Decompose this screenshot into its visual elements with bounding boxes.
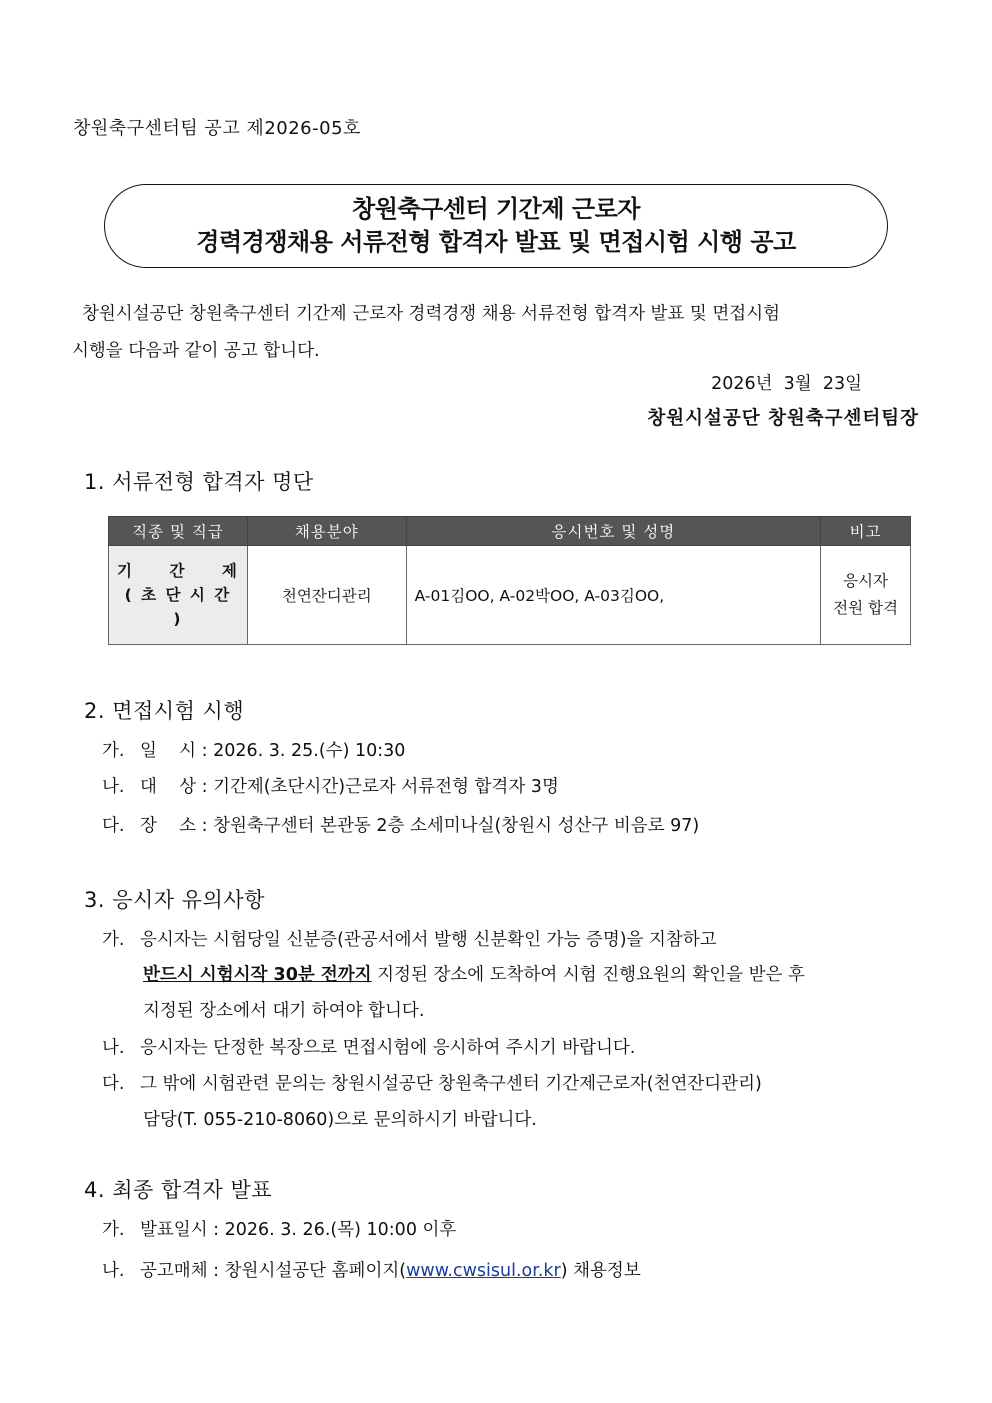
job-line-2: ( 초 단 시 간 ): [124, 586, 232, 628]
item-text: 발표일시 : 2026. 3. 26.(목) 10:00 이후: [140, 1220, 457, 1240]
item-text: 응시자는 단정한 복장으로 면접시험에 응시하여 주시기 바랍니다.: [140, 1038, 636, 1058]
caution-item-b: [102, 1034, 635, 1059]
job-char: 제: [221, 562, 239, 580]
emphasis-deadline: 반드시 시험시작 30분 전까지: [143, 965, 372, 985]
item-text: 응시자는 시험당일 신분증(관공서에서 발행 신분확인 가능 증명)을 지참하고: [140, 930, 717, 950]
caution-item-c-line-2: 담당(T. 055-210-8060)으로 문의하시기 바랍니다.: [143, 1110, 537, 1130]
interview-date-item: [102, 737, 405, 762]
caution-item-c: [102, 1070, 762, 1095]
item-mark: 나.: [102, 1261, 125, 1281]
title-line-2: 경력경쟁채용 서류전형 합격자 발표 및 면접시험 시행 공고: [196, 228, 796, 256]
job-char: 기: [117, 562, 134, 580]
job-char: 간: [169, 562, 187, 580]
intro-line-2: 시행을 다음과 같이 공고 합니다.: [72, 341, 320, 361]
interview-place-item: [102, 812, 699, 837]
item-text: 지정된 장소에 도착하여 시험 진행요원의 확인을 받은 후: [371, 965, 805, 985]
caution-item-a-line-2: [143, 961, 805, 986]
cell-job: [109, 546, 248, 645]
section-4-heading: 4. 최종 합격자 발표: [84, 1178, 273, 1202]
caution-item-a: [102, 926, 717, 951]
item-text: ) 채용정보: [560, 1261, 641, 1281]
cell-names: A-01김OO, A-02박OO, A-03김OO,: [406, 546, 820, 645]
item-mark: 다.: [102, 1074, 125, 1094]
item-mark: 다.: [102, 816, 125, 836]
item-text: 일 시 : 2026. 3. 25.(수) 10:30: [140, 741, 406, 761]
caution-item-a-line-3: 지정된 장소에서 대기 하여야 합니다.: [143, 1001, 425, 1021]
header-field: 채용분야: [247, 517, 406, 546]
item-text: 그 밖에 시험관련 문의는 창원시설공단 창원축구센터 기간제근로자(천연잔디관리): [140, 1074, 762, 1094]
notice-date: 2026년 3월 23일: [711, 374, 862, 394]
interview-target-item: [102, 773, 559, 798]
notice-number: 창원축구센터팀 공고 제2026-05호: [73, 118, 361, 139]
section-1-heading: 1. 서류전형 합격자 명단: [84, 470, 314, 494]
cell-note: [821, 546, 911, 645]
cell-field: 천연잔디관리: [247, 546, 406, 645]
homepage-link[interactable]: www.cwsisul.or.kr: [406, 1261, 561, 1281]
item-mark: 나.: [102, 1038, 125, 1058]
intro-paragraph: [72, 296, 912, 370]
item-text: 공고매체 : 창원시설공단 홈페이지(: [140, 1261, 407, 1281]
announce-date-item: [102, 1216, 456, 1241]
job-line-1: [117, 559, 239, 583]
item-text: 대 상 : 기간제(초단시간)근로자 서류전형 합격자 3명: [140, 777, 559, 797]
section-3-heading: 3. 응시자 유의사항: [84, 888, 265, 912]
header-job: 직종 및 직급: [109, 517, 248, 546]
title-box: [104, 184, 888, 268]
note-line-1: 응시자: [843, 572, 888, 590]
note-line-2: 전원 합격: [833, 599, 898, 617]
item-mark: 가.: [102, 1220, 125, 1240]
announce-media-item: [102, 1257, 641, 1282]
item-mark: 나.: [102, 777, 125, 797]
item-mark: 가.: [102, 741, 125, 761]
signature: 창원시설공단 창원축구센터팀장: [647, 408, 919, 429]
section-2-heading: 2. 면접시험 시행: [84, 699, 245, 723]
results-table: [108, 516, 911, 645]
title-line-1: 창원축구센터 기간제 근로자: [352, 195, 640, 223]
item-text: 장 소 : 창원축구센터 본관동 2층 소세미나실(창원시 성산구 비음로 97): [140, 816, 700, 836]
header-note: 비고: [821, 517, 911, 546]
intro-line-1: 창원시설공단 창원축구센터 기간제 근로자 경력경쟁 채용 서류전형 합격자 발표 및 면접시험: [82, 304, 781, 324]
header-names: 응시번호 및 성명: [406, 517, 820, 546]
table-header-row: [109, 517, 911, 546]
table-row: [109, 546, 911, 645]
item-mark: 가.: [102, 930, 125, 950]
